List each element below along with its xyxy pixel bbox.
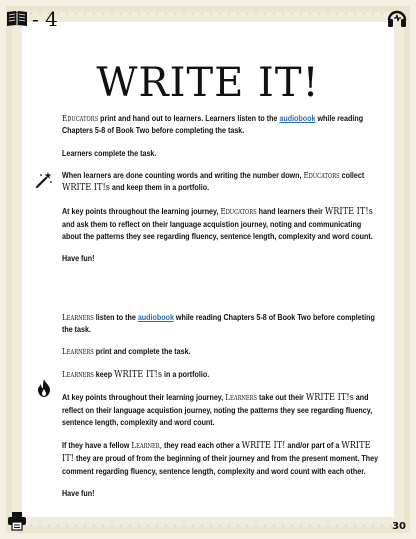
page-body bbox=[22, 22, 394, 517]
page-content bbox=[62, 112, 379, 510]
page-title: WRITE IT! bbox=[96, 60, 320, 106]
educators-paragraph-1: Educators print and hand out to learners. Learners listen to the audiobook while reading Chapters 5-8 of Book Two before completing the task. bbox=[62, 113, 364, 135]
learners-paragraph-2: Learners print and complete the task. bbox=[62, 346, 191, 356]
educators-paragraph-3: When learners are done counting words and writing the number down, Educators collect WRITE IT!s and keep them in a portfolio. bbox=[62, 170, 365, 193]
magic-wand-icon bbox=[35, 171, 53, 189]
book-icon bbox=[6, 8, 28, 30]
flame-icon bbox=[35, 378, 53, 398]
chapter-header bbox=[6, 7, 58, 31]
headphones-icon[interactable] bbox=[386, 7, 408, 29]
educators-paragraph-2: Learners complete the task. bbox=[62, 147, 157, 158]
chapter-number: - 4 bbox=[32, 7, 58, 31]
learners-paragraph-4: At key points throughout their learning journey, Learners take out their WRITE IT!s and reflect on their language acquistion journey, noting the patterns they see regarding fluency, sentence length, complexity and word count. bbox=[62, 392, 373, 427]
learners-paragraph-1: Learners listen to the audiobook while reading Chapters 5-8 of Book Two before completing the task. bbox=[62, 311, 375, 334]
page-number: 30 bbox=[392, 521, 406, 532]
learners-paragraph-5: If they have a fellow Learner, they read each other a WRITE IT! and/or part of a WRITE IT! they are proud of from the beginning of their journey and from the present moment. They comment regarding fluency, sentence length, complexity and word count with each other. bbox=[62, 439, 379, 476]
audiobook-link-2[interactable]: audiobook bbox=[137, 311, 174, 322]
learners-paragraph-3: Learners keep WRITE IT!s in a portfolio. bbox=[62, 368, 210, 380]
educators-have-fun: Have fun! bbox=[62, 253, 95, 263]
audiobook-link[interactable]: audiobook bbox=[279, 113, 316, 123]
printer-icon[interactable] bbox=[7, 511, 27, 531]
learners-have-fun: Have fun! bbox=[62, 488, 95, 498]
educators-paragraph-4: At key points throughout the learning journey, Educators hand learners their WRITE IT!s and ask them to reflect on their language acquistion journey, noting and communicating about the patterns they see regarding fluency, sentence length, complexity and word count. bbox=[62, 205, 373, 241]
